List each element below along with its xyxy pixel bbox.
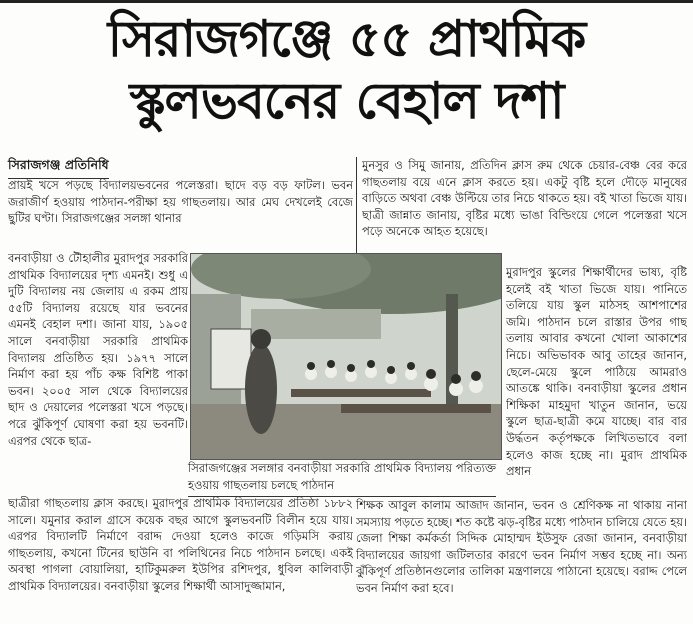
article-column-right-bottom — [356, 497, 687, 621]
top-rule — [0, 0, 693, 3]
headline-line-1: সিরাজগঞ্জে ৫৫ প্রাথমিক — [107, 10, 586, 68]
headline — [0, 8, 693, 132]
paragraph: প্রায়ই খসে পড়ছে বিদ্যালয়ভবনের পলেস্তরা। ছাদে বড় বড় ফাটল। ভবন জরাজীর্ণ হওয়ায় পাঠদান-পরীক্ষা হয় গাছতলায়। আর মেঘ দেখলেই বেজে ছুটির ঘণ্টা। সিরাজগঞ্জের সলঙ্গা থানার — [8, 178, 353, 226]
article-column-left-top — [8, 177, 353, 249]
paragraph: ছাত্রীরা গাছতলায় ক্লাস করছে। মুরাদপুর প্রাথমিক বিদ্যালয়ের প্রতিষ্ঠা ১৮৮২ সালে। যমুনার করাল গ্রাসে কয়েক বছর আগে স্কুলভবনটি বিলীন হয়ে যায়। এরপর বিদ্যালটি নির্মাণে বরাদ্দ দেওয়া হলেও কাজে গড়িমসি করায় গাছতলায়, কখনো টিনের ছাউনি বা পলিথিনের নিচে পাঠদান চলছে। একই অবস্থা পাগলা বোয়ালিয়া, হাটিকুমরুল ইউপির রশিদপুর, ধুবিল কালিবাড়ী প্রাথমিক বিদ্যালয়ের। বনবাড়ীয়া স্কুলের শিক্ষার্থী আসাদুজ্জামান, — [8, 496, 353, 593]
classroom-under-tree-photo — [191, 254, 501, 459]
article-column-right-mid — [506, 264, 687, 500]
article-column-left-mid — [8, 250, 188, 498]
paragraph: মুরাদপুর স্কুলের শিক্ষার্থীদের ভাষ্য, বৃষ্টি হলেই বই খাতা ভিজে যায়। পানিতে তলিয়ে যায় স্কুল মাঠসহ আশপাশের জমি। পাঠদান চলে রাস্তার উপর গাছ তলায় আবার কখনো খোলা আকাশের নিচে। অভিভাবক আবু তাহের জানান, ছেলে-মেয়ে স্কুলে পাঠিয়ে আমরাও আতঙ্কে থাকি। বনবাড়ীয়া স্কুলের প্রধান শিক্ষিকা মাহমুদা খাতুন জানান, ভয়ে স্কুলে ছাত্র-ছাত্রী কমে যাচ্ছে। বার বার উর্দ্ধতন কর্তৃপক্ষকে লিখিতভাবে বলা হলেও কাজ হচ্ছে না। মুরাদ প্রাথমিক প্রধান — [506, 265, 687, 479]
article-column-right-top — [362, 157, 687, 257]
paragraph: বনবাড়ীয়া ও টৌহালীর মুরাদপুর সরকারি প্রাথমিক বিদ্যালয়ের দৃশ্য এমনই। শুধু এ দুটি বিদ্যালয় নয় জেলায় এ রকম প্রায় ৫৫টি বিদ্যালয় রয়েছে যার ভবনের এমনই বেহাল দশা। জানা যায়, ১৯০৫ সালে বনবাড়ীয়া সরকারি প্রাথমিক বিদ্যালয় প্রতিষ্ঠিত হয়। ১৯৭৭ সালে নির্মাণ করা হয় পাঁচ কক্ষ বিশিষ্ট পাকা ভবন। ২০০৫ সাল থেকে বিদ্যালয়ের ছাদ ও দেয়ালের পলেস্তরা খসে পড়ছে। পরে ঝুঁকিপূর্ণ ঘোষণা করা হয় ভবনটি। এরপর থেকে ছাত্র- — [8, 251, 188, 448]
news-photo — [190, 253, 502, 460]
headline-line-2: স্কুলভবনের বেহাল দশা — [129, 72, 564, 130]
byline: সিরাজগঞ্জ প্রতিনিধি — [8, 157, 109, 179]
photo-caption: সিরাজগঞ্জের সলঙ্গার বনবাড়ীয়া সরকারি প্রাথমিক বিদ্যালয় পরিত্যক্ত হওয়ায় গাছতলায় চলছে পাঠদান — [188, 460, 496, 497]
paragraph: মুনসুর ও সিমু জানায়, প্রতিদিন ক্লাস রুম থেকে চেয়ার-বেঞ্চ বের করে গাছতলায় বয়ে এনে ক্লাস করতে হয়। একটু বৃষ্টি হলে দৌড়ে মানুষের বাড়িতে অথবা বেঞ্চ উল্টিয়ে তার নিচে থাকতে হয়। বই খাতা ভিজে যায়। ছাত্রী জান্নাত জানায়, বৃষ্টির মধ্যে ভাঙা বিল্ডিংয়ে গেলে পলেস্তরা খসে পড়ে অনেকে আহত হয়েছে। — [362, 158, 687, 239]
paragraph: শিক্ষক আবুল কালাম আজাদ জানান, ভবন ও শ্রেণিকক্ষ না থাকায় নানা সমস্যায় পড়তে হচ্ছে। শত কষ্টে ঝড়-বৃষ্টির মধ্যে পাঠদান চালিয়ে যেতে হয়। জেলা শিক্ষা কর্মকর্তা সিদ্দিক মোহাম্মদ ইউসুফ রেজা জানান, বনবাড়ীয়া বিদ্যালয়ের জায়গা জটিলতার কারণে ভবন নির্মাণ সম্ভব হচ্ছে না। অন্য ঝুঁকিপূর্ণ প্রতিষ্ঠানগুলোর তালিকা মন্ত্রণালয়ে পাঠানো হয়েছে। বরাদ্দ পেলে ভবন নির্মাণ করা হবে। — [356, 498, 687, 595]
column-divider — [356, 157, 357, 257]
article-column-left-bottom — [8, 495, 353, 619]
